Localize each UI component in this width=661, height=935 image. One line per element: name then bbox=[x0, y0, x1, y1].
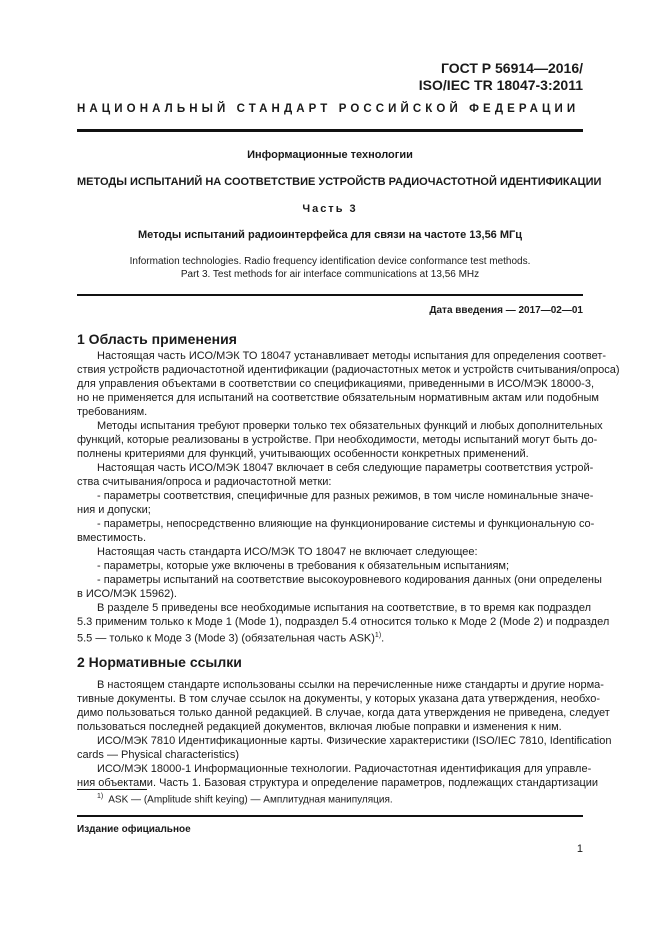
paragraph bbox=[77, 461, 594, 489]
text-line bbox=[77, 517, 595, 531]
line-text: cards — Physical characteristics) bbox=[77, 749, 239, 761]
paragraph bbox=[77, 349, 620, 419]
footnote-text: ASK — (Amplitude shift keying) — Амплитудная манипуляция. bbox=[108, 794, 393, 806]
line-text: функций, которые реализованы в устройстве. При необходимости, методы испытаний могут быть до- bbox=[77, 434, 598, 446]
line-text: полнены критериями для функций, учитывающих особенности конкретных применений. bbox=[77, 448, 529, 460]
section-1-body bbox=[77, 349, 620, 646]
header-rule bbox=[77, 129, 583, 132]
section-2-body bbox=[77, 678, 612, 790]
line-text: ИСО/МЭК 18000-1 Информационные технологии. Радиочастотная идентификация для управле- bbox=[97, 763, 592, 775]
line-text: Методы испытания требуют проверки только тех обязательных функций и любых дополнительных bbox=[97, 420, 603, 432]
line-text: пользоваться последней редакцией документов, включая любые поправки и изменения к ним. bbox=[77, 721, 562, 733]
line-text: вместимость. bbox=[77, 532, 147, 544]
line-text: ствия устройств радиочастотной идентификации (радиочастотных меток и устройств считывания/опроса) bbox=[77, 364, 620, 376]
text-line bbox=[77, 615, 610, 629]
section-2-heading: 2 Нормативные ссылки bbox=[77, 654, 242, 670]
footnote-rule bbox=[77, 789, 147, 790]
page-number: 1 bbox=[576, 843, 583, 855]
line-text: В разделе 5 приведены все необходимые испытания на соответствие, в то время как подраздел bbox=[97, 602, 591, 614]
title-subtitle: Методы испытаний радиоинтерфейса для связи на частоте 13,56 МГц bbox=[137, 229, 523, 241]
paragraph bbox=[77, 762, 599, 790]
text-line bbox=[77, 601, 591, 615]
effective-date: Дата введения — 2017—02—01 bbox=[429, 305, 583, 316]
text-line bbox=[77, 405, 583, 419]
line-text: ния и допуски; bbox=[77, 504, 151, 516]
line-text: ИСО/МЭК 7810 Идентификационные карты. Физические характеристики (ISO/IEC 7810, Identification bbox=[97, 735, 612, 747]
line-text: Настоящая часть стандарта ИСО/МЭК ТО 18047 не включает следующее: bbox=[97, 546, 478, 558]
paragraph bbox=[77, 601, 610, 646]
text-line bbox=[77, 489, 594, 503]
line-text: - параметры, непосредственно влияющие на функционирование системы и функциональную со- bbox=[97, 518, 595, 530]
line-text: димо пользоваться только данной редакцией. В случае, когда дата утверждения не приведена, следует bbox=[77, 707, 610, 719]
paragraph bbox=[77, 419, 603, 461]
text-line bbox=[77, 349, 607, 363]
footnote-marker: 1) bbox=[97, 793, 104, 800]
text-line bbox=[77, 391, 599, 405]
footnote-reference[interactable]: 1) bbox=[374, 632, 382, 639]
paragraph bbox=[77, 517, 595, 545]
text-line bbox=[77, 545, 583, 559]
text-line bbox=[77, 419, 603, 433]
line-text: - параметры испытаний на соответствие высокоуровневого кодирования данных (они определены bbox=[97, 574, 602, 586]
footer-rule bbox=[77, 815, 583, 817]
line-text: 5.3 применим только к Моде 1 (Mode 1), подраздел 5.4 относится только к Моде 2 (Mode 2) и подраздел bbox=[77, 616, 610, 628]
line-text: Настоящая часть ИСО/МЭК ТО 18047 устанавливает методы испытания для определения соответ- bbox=[97, 350, 607, 362]
paragraph bbox=[77, 545, 583, 559]
line-text: в ИСО/МЭК 15962). bbox=[77, 588, 177, 600]
national-standard-banner: НАЦИОНАЛЬНЫЙ СТАНДАРТ РОССИЙСКОЙ ФЕДЕРАЦИИ bbox=[77, 103, 580, 115]
section-1-heading: 1 Область применения bbox=[77, 331, 237, 347]
edition-label: Издание официальное bbox=[77, 824, 191, 835]
text-line bbox=[77, 531, 583, 545]
line-text: требованиям. bbox=[77, 406, 148, 418]
text-line bbox=[77, 447, 583, 461]
text-line bbox=[77, 559, 583, 573]
title-part: Часть 3 bbox=[302, 203, 358, 215]
title-main: МЕТОДЫ ИСПЫТАНИЙ НА СООТВЕТСТВИЕ УСТРОЙСТВ РАДИОЧАСТОТНОЙ ИДЕНТИФИКАЦИИ bbox=[77, 176, 602, 188]
line-text: 5.5 — только к Моде 3 (Mode 3) (обязательная часть ASK) bbox=[77, 632, 375, 645]
text-line bbox=[77, 720, 583, 734]
iso-designation: ISO/IEC TR 18047-3:2011 bbox=[418, 77, 583, 93]
paragraph bbox=[77, 559, 583, 573]
text-line bbox=[77, 734, 612, 748]
line-text: Настоящая часть ИСО/МЭК 18047 включает в себя следующие параметры соответствия устрой- bbox=[97, 462, 594, 474]
text-line bbox=[77, 475, 583, 489]
text-line bbox=[77, 776, 599, 790]
text-line bbox=[77, 629, 583, 646]
line-text: - параметры, которые уже включены в требования к обязательным испытаниям; bbox=[97, 560, 510, 572]
paragraph bbox=[77, 489, 594, 517]
text-line bbox=[77, 573, 602, 587]
text-line bbox=[77, 433, 598, 447]
line-text: для управления объектами в соответствии со спецификациями, приведенными в ИСО/МЭК 18000-3, bbox=[77, 378, 594, 390]
text-line bbox=[77, 377, 594, 391]
text-line bbox=[77, 503, 583, 517]
line-text: - параметры соответствия, специфичные для разных режимов, в том числе номинальные значе- bbox=[97, 490, 594, 502]
title-english bbox=[77, 255, 583, 281]
line-text: но не применяется для испытаний на соответствие обязательным нормативным актам или подобным bbox=[77, 392, 599, 404]
paragraph bbox=[77, 573, 602, 601]
english-line-2: Part 3. Test methods for air interface communications at 13,56 MHz bbox=[180, 269, 480, 280]
paragraph bbox=[77, 734, 612, 762]
line-text: ния объектами. Часть 1. Базовая структура и определение параметров, подлежащих стандартизации bbox=[77, 777, 599, 789]
text-line bbox=[77, 762, 592, 776]
line-tail: . bbox=[381, 632, 385, 645]
text-line bbox=[77, 706, 610, 720]
text-line bbox=[77, 678, 604, 692]
text-line bbox=[77, 692, 601, 706]
line-text: тивные документы. В том случае ссылок на документы, у которых указана дата утверждения, необхо- bbox=[77, 693, 601, 705]
title-rule bbox=[77, 294, 583, 296]
text-line bbox=[77, 748, 583, 762]
title-group: Информационные технологии bbox=[247, 149, 413, 161]
footnote bbox=[97, 793, 393, 805]
line-text: В настоящем стандарте использованы ссылки на перечисленные ниже стандарты и другие норма- bbox=[97, 679, 604, 691]
paragraph bbox=[77, 678, 610, 734]
standard-designation: ГОСТ Р 56914—2016/ bbox=[440, 60, 583, 76]
text-line bbox=[77, 587, 583, 601]
text-line bbox=[77, 461, 594, 475]
english-line-1: Information technologies. Radio frequency identification device conformance test methods. bbox=[129, 256, 531, 267]
line-text: ства считывания/опроса и радиочастотной метки: bbox=[77, 476, 332, 488]
text-line bbox=[77, 363, 620, 377]
